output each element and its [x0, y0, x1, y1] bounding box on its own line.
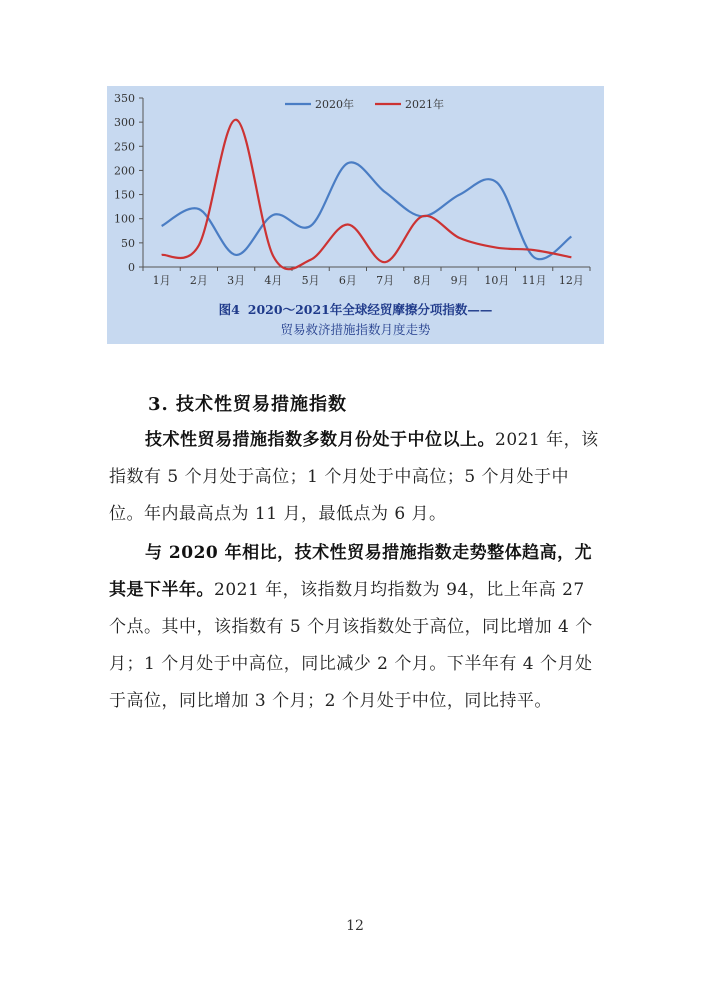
x-tick-label: 6月	[338, 274, 357, 287]
section-heading: 3. 技术性贸易措施指数	[148, 394, 348, 415]
figure	[107, 86, 604, 344]
x-tick-label: 4月	[264, 274, 283, 287]
y-tick-label: 100	[114, 212, 135, 226]
y-tick-label: 50	[121, 236, 135, 250]
y-tick-label: 0	[128, 261, 135, 274]
x-tick-label: 12月	[558, 274, 584, 287]
paragraph-1-lead: 技术性贸易措施指数多数月份处于中位以上。	[145, 430, 495, 450]
paragraph-2-text: 2021 年，该指数月均指数为 94，比上年高 27 个点。其中，该指数有 5 个月该指数处于高位，同比增加 4 个月；1 个月处于中高位，同比减少 2 个月。下半年有 4 个月处于高位，同比增加 3 个月；2 个月处于中位，同比持平。	[109, 580, 593, 711]
x-tick-label: 9月	[450, 274, 469, 287]
x-tick-label: 2月	[189, 274, 208, 287]
legend-label-1: 2021年	[405, 98, 444, 111]
x-tick-label: 11月	[521, 274, 547, 287]
figure-caption	[107, 300, 604, 340]
figure-number: 图4	[218, 302, 240, 317]
series-line-2021	[162, 120, 572, 269]
paragraph-2-lead: 与 2020 年相比，技术性贸易措施指数走势整体趋高，尤其是下半年。	[109, 543, 593, 600]
y-tick-label: 200	[114, 164, 135, 178]
x-tick-label: 8月	[413, 274, 432, 287]
x-tick-label: 10月	[484, 274, 510, 287]
x-tick-label: 3月	[227, 274, 246, 287]
page-number: 12	[346, 918, 364, 934]
x-tick-label: 5月	[301, 274, 320, 287]
y-tick-label: 250	[114, 140, 135, 154]
y-tick-label: 150	[114, 188, 135, 202]
x-tick-label: 7月	[376, 274, 395, 287]
y-tick-label: 300	[114, 116, 135, 130]
paragraph-1-text: 2021 年，该指数有 5 个月处于高位；1 个月处于中高位；5 个月处于中位。年内最高点为 11 月，最低点为 6 月。	[109, 430, 599, 524]
figure-title-line1: 2020～2021年全球经贸摩擦分项指数——	[247, 302, 493, 317]
x-tick-label: 1月	[152, 274, 171, 287]
legend-label-0: 2020年	[315, 98, 354, 111]
figure-title-line2: 贸易救济措施指数月度走势	[280, 322, 431, 337]
y-tick-label: 350	[114, 92, 135, 105]
paragraph-1	[109, 422, 604, 533]
paragraph-2	[109, 535, 604, 720]
line-chart	[107, 86, 604, 300]
